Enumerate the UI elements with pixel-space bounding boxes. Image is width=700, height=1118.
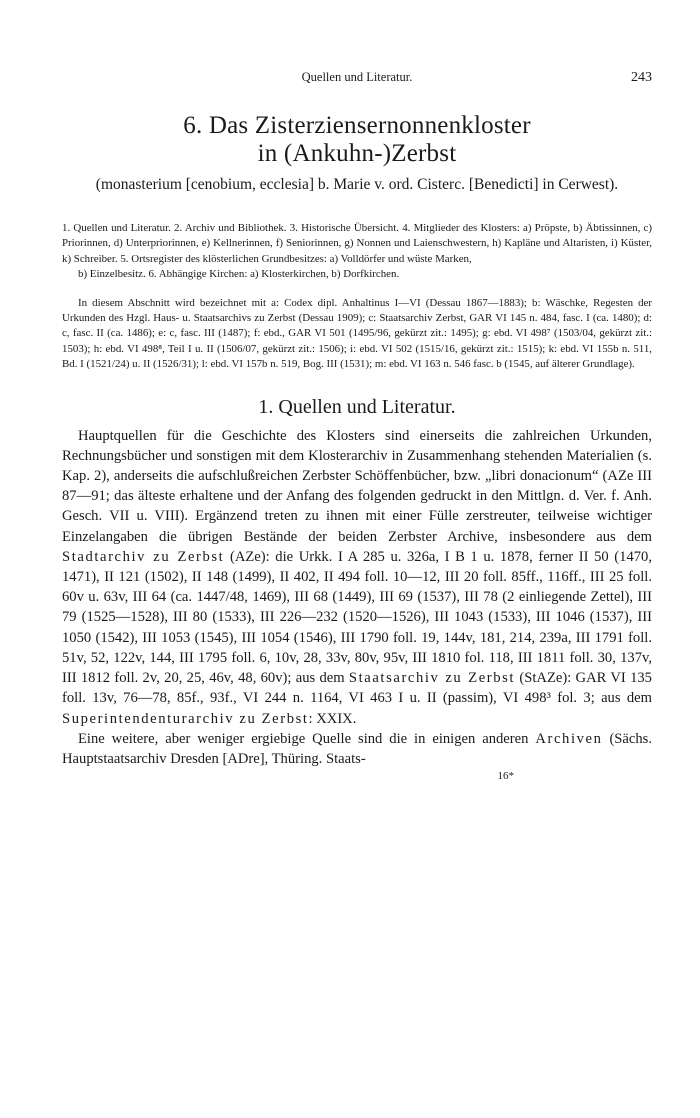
body-text-run: (AZe): die Urkk. I A 285 u. 326a, I B 1 u. 1878, ferner II 50 (1470, 1471), II 121 (1502), II 148 (1499), II 402, II 494 foll. 10—12, III 20 foll. 85ff., 116ff., III 25 foll. 60v u. 63v, III 64 (ca. 1447/48, 1469), III 68 (1449), III 69 (1537), III 78 (2 einliegende Zettel), III 79 (1525—1528), III 80 (1533), III 226—232 (1520—1526), III 1043 (1533), III 1046 (1537), III 1050 (1542), III 1053 (1545), III 1054 (1546), III 1790 foll. 19, 144v, 181, 214, 239a, III 1791 foll. 51v, 52, 122v, 144, III 1795 foll. 6, 10v, 28, 33v, 80v, 95v, III 1810 fol. 118, III 1811 foll. 30, 137v, III 1812 foll. 2v, 20, 25, 46v, 48, 60v); aus dem xyxy=(62,548,652,687)
page-number: 243 xyxy=(631,70,652,85)
toc-main: 1. Quellen und Literatur. 2. Archiv und Bibliothek. 3. Historische Übersicht. 4. Mitglieder des Klosters: a) Pröpste, b) Äbtissinnen, c) Priorinnen, d) Unterpriorinnen, e) Kellnerinnen, f) Seniorinnen, g) Nonnen und Laienschwestern, h) Kapläne und Altaristen, i) Küster, k) Schreiber. 5. Ortsregister des klösterlichen Grundbesitzes: a) Volldörfer und wüste Marken, xyxy=(62,222,652,265)
spaced-archive-name: Archiven xyxy=(535,730,603,747)
spaced-archive-name: Staatsarchiv zu Zerbst xyxy=(348,670,516,687)
body-text-run: Eine weitere, aber weniger ergiebige Quelle sind die in einigen anderen xyxy=(78,730,529,747)
body-text xyxy=(62,426,652,769)
spaced-archive-name: Stadtarchiv zu Zerbst xyxy=(62,548,225,565)
sheet-signature: 16* xyxy=(497,770,514,783)
body-paragraph-2 xyxy=(62,729,652,769)
chapter-subtitle: (monasterium [cenobium, ecclesia] b. Marie v. ord. Cisterc. [Benedicti] in Cerwest). xyxy=(95,176,619,193)
table-of-contents xyxy=(62,221,652,283)
document-page xyxy=(62,70,652,783)
section-title: 1. Quellen und Literatur. xyxy=(258,395,456,418)
body-paragraph-1 xyxy=(62,426,652,729)
spaced-archive-name: Superintendenturarchiv zu Zerbst xyxy=(62,710,309,727)
body-text-run: (StAZe): GAR VI 135 foll. 13v, 76—78, 85f., 93f., VI 244 n. 1164, VI 463 I u. II (passim), VI 498³ fol. 3; aus dem xyxy=(62,670,652,707)
running-head xyxy=(62,70,652,92)
abbreviations-paragraph: In diesem Abschnitt wird bezeichnet mit a: Codex dipl. Anhaltinus I—VI (Dessau 1867—1883); b: Wäschke, Regesten der Urkunden des Hzgl. Haus- u. Staatsarchivs zu Zerbst (Dessau 1909); c: Staatsarchiv Zerbst, GAR VI 145 n. 484, fasc. I (ca. 1480); d: c, fasc. II (ca. 1486); e: c, fasc. III (1487); f: ebd., GAR VI 501 (1495/96, gekürzt zit.: 1495); g: ebd. VI 498⁷ (1503/04, gekürzt zit.: 1503); h: ebd. VI 498⁸, Teil I u. II (1506/07, gekürzt zit.: 1506); i: ebd. VI 502 (1515/16, gekürzt zit.: 1515); k: ebd. VI 155b n. 511, Bd. I (1521/24) u. II (1526/31); l: ebd. VI 157b n. 519, Bog. III (1531); m: ebd. VI 163 n. 546 fasc. b (1545, auf älterer Grundlage). xyxy=(62,296,652,371)
chapter-title-line-2: in (Ankuhn-)Zerbst xyxy=(257,140,457,167)
chapter-title-line-1: 6. Das Zisterziensernonnenkloster xyxy=(183,112,531,139)
body-text-run: (Sächs. Hauptstaatsarchiv Dresden [ADre], Thüring. Staats- xyxy=(62,730,652,767)
running-title: Quellen und Literatur. xyxy=(301,70,413,84)
chapter-title xyxy=(62,112,652,168)
body-text-run: : XXIX. xyxy=(308,710,357,727)
body-text-run: Hauptquellen für die Geschichte des Klosters sind einerseits die zahlreichen Urkunden, Rechnungsbücher und sonstigen mit dem Klosterarchiv in Zusammenhang stehenden Materialien (s. Kap. 2), anderseits die aufschlußreichen Zerbster Schöffenbücher, bzw. „libri donacionum“ (AZe III 87—91; das älteste erhaltene und der Anfang des folgenden gedruckt in den Mittlgn. d. Ver. f. Anh. Gesch. VII u. VIII). Ergänzend treten zu ihnen mit einer Fülle zerstreuter, teilweise wichtiger Einzelangaben die übrigen Bestände der beiden Zerbster Archive, insbesondere aus dem xyxy=(62,427,652,545)
toc-last-line: b) Einzelbesitz. 6. Abhängige Kirchen: a) Klosterkirchen, b) Dorfkirchen. xyxy=(78,268,400,281)
